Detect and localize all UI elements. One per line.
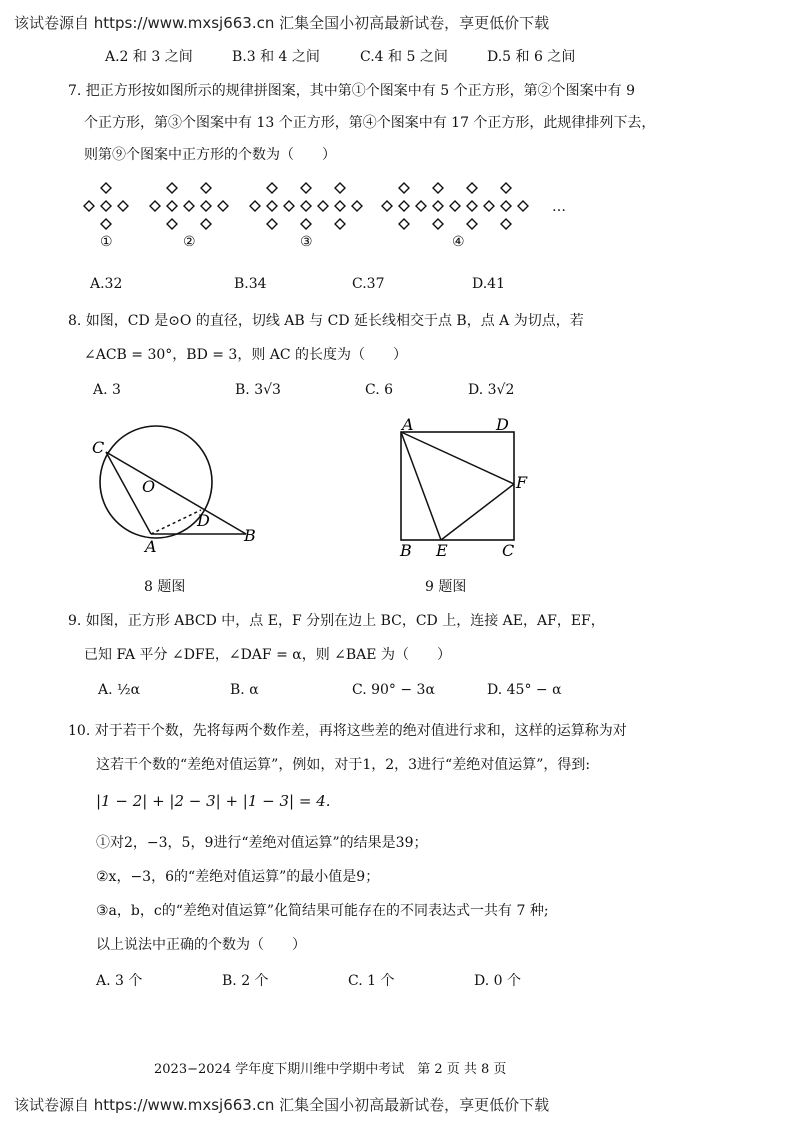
label-d: D xyxy=(496,415,509,434)
label-b: B xyxy=(400,541,412,560)
q9-option-c: C. 90° − 3α xyxy=(352,682,435,698)
q8-option-d: D. 3√2 xyxy=(468,382,515,398)
line-ef xyxy=(441,484,514,540)
q6-option-d: D.5 和 6 之间 xyxy=(487,49,576,65)
q9-option-a: A. ½α xyxy=(98,682,141,698)
q7-label-4: ④ xyxy=(452,234,465,250)
q10-stem-line2: 这若干个数的“差绝对值运算”，例如，对于1，2，3进行“差绝对值运算”，得到: xyxy=(96,757,591,773)
page-footer: 2023−2024 学年度下期川维中学期中考试 第 2 页 共 8 页 xyxy=(154,1062,507,1077)
q8-stem-line2: ∠ACB = 30°，BD = 3，则 AC 的长度为（ ） xyxy=(84,347,408,363)
q9-stem-line1: 9. 如图，正方形 ABCD 中，点 E，F 分别在边上 BC，CD 上，连接 AE，AF，EF， xyxy=(68,613,605,629)
q9-option-b: B. α xyxy=(230,682,259,698)
q7-label-1: ① xyxy=(100,234,113,250)
label-c: C xyxy=(92,438,105,457)
source-banner-bottom: 该试卷源自 https://www.mxsj663.cn 汇集全国小初高最新试卷，享更低价下载 xyxy=(14,1096,550,1114)
q8-option-c: C. 6 xyxy=(365,382,394,398)
label-f: F xyxy=(516,473,528,492)
q7-stem-line1: 7. 把正方形按如图所示的规律拼图案，其中第①个图案中有 5 个正方形，第②个图案中有 9 xyxy=(68,83,635,99)
q7-option-c: C.37 xyxy=(352,276,385,292)
q7-option-d: D.41 xyxy=(472,276,505,292)
q8-stem-line1: 8. 如图，CD 是⊙O 的直径，切线 AB 与 CD 延长线相交于点 B，点 A 为切点，若 xyxy=(68,313,584,329)
q6-option-b: B.3 和 4 之间 xyxy=(232,49,320,65)
q7-option-a: A.32 xyxy=(90,276,123,292)
figure-8-caption: 8 题图 xyxy=(144,579,186,595)
label-e: E xyxy=(436,541,448,560)
figure-9-caption: 9 题图 xyxy=(425,579,467,595)
q10-prompt: 以上说法中正确的个数为（ ） xyxy=(96,937,306,953)
q7-ellipsis: … xyxy=(552,199,566,215)
q8-option-b: B. 3√3 xyxy=(235,382,281,398)
q7-label-3: ③ xyxy=(300,234,313,250)
label-a: A xyxy=(145,537,157,556)
q10-option-a: A. 3 个 xyxy=(96,973,143,989)
q10-statement-2: ②x，−3，6的“差绝对值运算”的最小值是9； xyxy=(96,869,380,885)
square-abcd xyxy=(401,432,514,540)
q9-option-d: D. 45° − α xyxy=(487,682,562,698)
label-o: O xyxy=(142,477,156,496)
q8-option-a: A. 3 xyxy=(93,382,121,398)
label-d: D xyxy=(197,511,210,530)
q10-option-b: B. 2 个 xyxy=(222,973,269,989)
q10-statement-1: ①对2，−3，5，9进行“差绝对值运算”的结果是39； xyxy=(96,835,428,851)
q10-statement-3: ③a，b，c的“差绝对值运算”化简结果可能存在的不同表达式一共有 7 种; xyxy=(96,903,549,919)
q7-option-b: B.34 xyxy=(234,276,267,292)
q9-stem-line2: 已知 FA 平分 ∠DFE，∠DAF = α，则 ∠BAE 为（ ） xyxy=(84,647,451,663)
q7-stem-line2: 个正方形，第③个图案中有 13 个正方形，第④个图案中有 17 个正方形，此规律排列下去， xyxy=(84,115,656,131)
label-b: B xyxy=(244,526,256,545)
q10-stem-line1: 10. 对于若干个数，先将每两个数作差，再将这些差的绝对值进行求和，这样的运算称为对 xyxy=(68,723,627,739)
q7-label-2: ② xyxy=(183,234,196,250)
q10-option-c: C. 1 个 xyxy=(348,973,395,989)
q10-option-d: D. 0 个 xyxy=(474,973,521,989)
label-a: A xyxy=(402,415,414,434)
q7-stem-line3: 则第⑨个图案中正方形的个数为（ ） xyxy=(84,147,336,163)
q10-formula: |1 − 2| + |2 − 3| + |1 − 3| = 4. xyxy=(96,792,331,810)
label-c: C xyxy=(502,541,515,560)
source-banner-top: 该试卷源自 https://www.mxsj663.cn 汇集全国小初高最新试卷，享更低价下载 xyxy=(14,14,550,32)
q6-option-a: A.2 和 3 之间 xyxy=(105,49,193,65)
q6-option-c: C.4 和 5 之间 xyxy=(360,49,448,65)
